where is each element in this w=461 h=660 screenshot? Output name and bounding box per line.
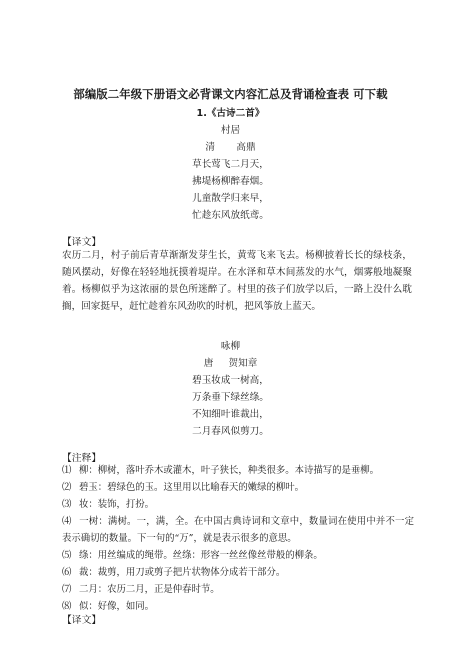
note-item (62, 479, 414, 496)
note-item (62, 462, 414, 479)
note-number: ⑶ (62, 499, 72, 510)
translation1-heading: 【译文】 (62, 237, 102, 248)
note-number: ⑹ (62, 567, 72, 578)
poem2-author: 唐 贺知章 (203, 358, 258, 369)
note-text: 一树：满树。一，满，全。在中国古典诗词和文章中，数量词在使用中并不一定表示确切的数量。下一句的“万”，就是表示很多的意思。 (62, 516, 414, 544)
note-text: 似：好像，如同。 (79, 601, 155, 612)
note-number: ⑻ (62, 601, 72, 612)
translation2-heading: 【译文】 (62, 615, 102, 626)
note-number: ⑷ (62, 516, 72, 527)
note-item (62, 581, 414, 598)
poem2-line: 不知细叶谁裁出， (192, 409, 269, 420)
section-title: 1.《古诗二首》 (196, 108, 265, 119)
note-item (62, 564, 414, 581)
note-number: ⑺ (62, 584, 72, 595)
note-item (62, 598, 414, 615)
note-text: 妆：装饰，打扮。 (79, 499, 155, 510)
note-number: ⑴ (62, 465, 72, 476)
note-text: 二月：农历二月，正是仲春时节。 (79, 584, 220, 595)
poem1-line: 儿童散学归来早， (192, 193, 269, 204)
poem2-line: 万条垂下绿丝绦。 (192, 392, 269, 403)
poem1-title: 村居 (220, 125, 241, 136)
document-title: 部编版二年级下册语文必背课文内容汇总及背诵检查表 可下载 (73, 87, 388, 101)
note-item (62, 496, 414, 513)
notes-heading: 【注释】 (62, 453, 102, 464)
translation1-text: 农历二月，村子前后青草渐渐发芽生长，黄莺飞来飞去。杨柳披着长长的绿枝条，随风摆动，好像在轻轻地抚摸着堤岸。在水泽和草木间蒸发的水气，烟雾般地凝聚着。杨柳似乎为这浓丽的景色所迷醉了。村里的孩子们放学以后，一路上没什么耽搁，回家挺早，赶忙趁着东风劲吹的时机，把风筝放上蓝天。 (62, 250, 412, 312)
note-number: ⑵ (62, 482, 72, 493)
note-item (62, 513, 414, 547)
poem1-line: 草长莺飞二月天， (192, 159, 269, 170)
poem2-title: 咏柳 (220, 341, 241, 352)
poem1-line: 忙趁东风放纸鸢。 (192, 210, 269, 221)
poem2-line: 二月春风似剪刀。 (192, 426, 269, 437)
poem1-author: 清 高鼎 (205, 142, 256, 153)
poem2-line: 碧玉妆成一树高， (192, 375, 269, 386)
note-item (62, 547, 414, 564)
note-text: 裁：裁剪，用刀或剪子把片状物体分成若干部分。 (79, 567, 286, 578)
note-text: 柳：柳树，落叶乔木或灌木，叶子狭长，种类很多。本诗描写的是垂柳。 (79, 465, 380, 476)
note-text: 绦：用丝编成的绳带。丝绦：形容一丝丝像丝带般的柳条。 (79, 550, 323, 561)
note-text: 碧玉：碧绿色的玉。这里用以比喻春天的嫩绿的柳叶。 (79, 482, 305, 493)
note-number: ⑸ (62, 550, 72, 561)
poem1-line: 拂堤杨柳醉春烟。 (192, 176, 269, 187)
